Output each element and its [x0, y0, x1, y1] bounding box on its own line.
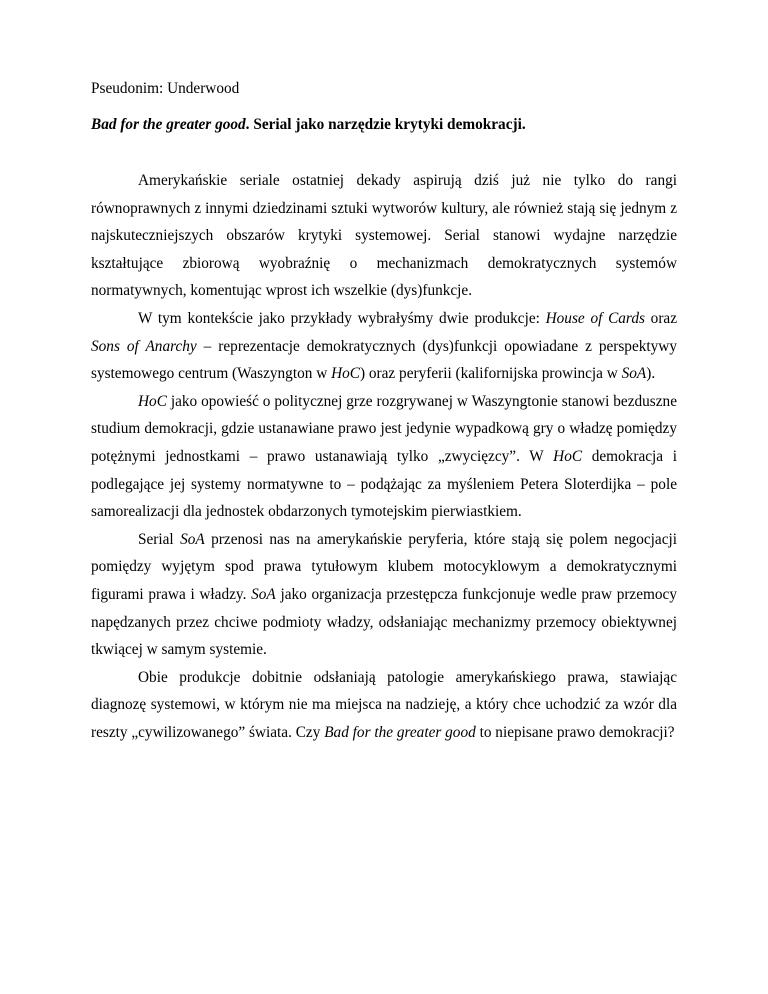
document-title	[91, 114, 677, 136]
text-segment: ).	[646, 365, 656, 383]
italic-text-segment: SoA	[621, 365, 647, 383]
text-segment: jako opowieść o politycznej grze rozgrywanej w Waszyngtonie stanowi bezduszne studium demokracji, gdzie ustanawiane prawo jest jedynie wypadkową gry o władzę pomiędzy potężnymi jednostkami – prawo ustanawiają tylko „zwycięzcy”. W	[91, 392, 677, 465]
text-segment: – reprezentacje demokratycznych (dys)funkcji opowiadane z perspektywy systemowego centrum (Waszyngton w	[91, 337, 677, 383]
italic-text-segment: SoA	[251, 585, 276, 603]
paragraph	[91, 167, 677, 305]
document-page	[91, 78, 677, 746]
text-segment: ) oraz peryferii (kalifornijska prowincja w	[359, 365, 622, 383]
paragraph	[91, 305, 677, 388]
pseudonym-label: Pseudonim:	[91, 80, 164, 97]
italic-text-segment: HoC	[138, 392, 167, 410]
paragraph	[91, 526, 677, 664]
text-segment: jako organizacja przestępcza funkcjonuje wedle praw przemocy napędzanych przez chciwe podmioty władzy, odsłaniając mechanizmy przemocy obiektywnej tkwiącej w samym systemie.	[91, 585, 677, 659]
italic-text-segment: HoC	[331, 365, 360, 383]
text-segment: Serial	[138, 530, 181, 548]
paragraph	[91, 388, 677, 526]
text-segment: Obie produkcje dobitnie odsłaniają patologie amerykańskiego prawa, stawiając diagnozę systemowi, w którym nie ma miejsca na nadzieję, a który chce uchodzić za wzór dla reszty „cywilizowanego” świata. Czy	[91, 668, 677, 741]
paragraph	[91, 664, 677, 747]
text-segment: W tym kontekście jako przykłady wybrałyśmy dwie produkcje:	[138, 309, 546, 327]
italic-text-segment: Sons of Anarchy	[91, 337, 197, 355]
pseudonym-line	[91, 78, 677, 100]
italic-text-segment: House of Cards	[545, 309, 645, 327]
title-rest: . Serial jako narzędzie krytyki demokracji.	[245, 116, 526, 133]
text-segment: Amerykańskie seriale ostatniej dekady aspirują dziś już nie tylko do rangi równoprawnych z innymi dziedzinami sztuki wytworów kultury, ale również stają się jednym z najskuteczniejszych obszarów krytyki systemowej. Serial stanowi wydajne narzędzie kształtujące zbiorową wyobraźnię o mechanizmach demokratycznych systemów normatywnych, komentując wprost ich wszelkie (dys)funkcje.	[91, 172, 677, 300]
text-segment: oraz	[644, 309, 677, 327]
italic-text-segment: Bad for the greater good	[324, 723, 476, 741]
italic-text-segment: SoA	[180, 530, 205, 548]
text-segment: demokracja i podlegające jej systemy normatywne to – podążając za myśleniem Petera Sloterdijka – pole samorealizacji dla jednostek obdarzonych tymotejskim pierwiastkiem.	[91, 447, 678, 521]
text-segment: przenosi nas na amerykańskie peryferia, które stają się polem negocjacji pomiędzy wyjętym spod prawa tytułowym klubem motocyklowym a demokratycznymi figurami prawa i władzy.	[91, 530, 677, 603]
pseudonym-value: Underwood	[167, 80, 240, 97]
text-segment: to niepisane prawo demokracji?	[475, 723, 675, 741]
italic-text-segment: HoC	[553, 447, 583, 465]
title-italic-part: Bad for the greater good	[91, 116, 246, 133]
document-body	[91, 167, 677, 746]
